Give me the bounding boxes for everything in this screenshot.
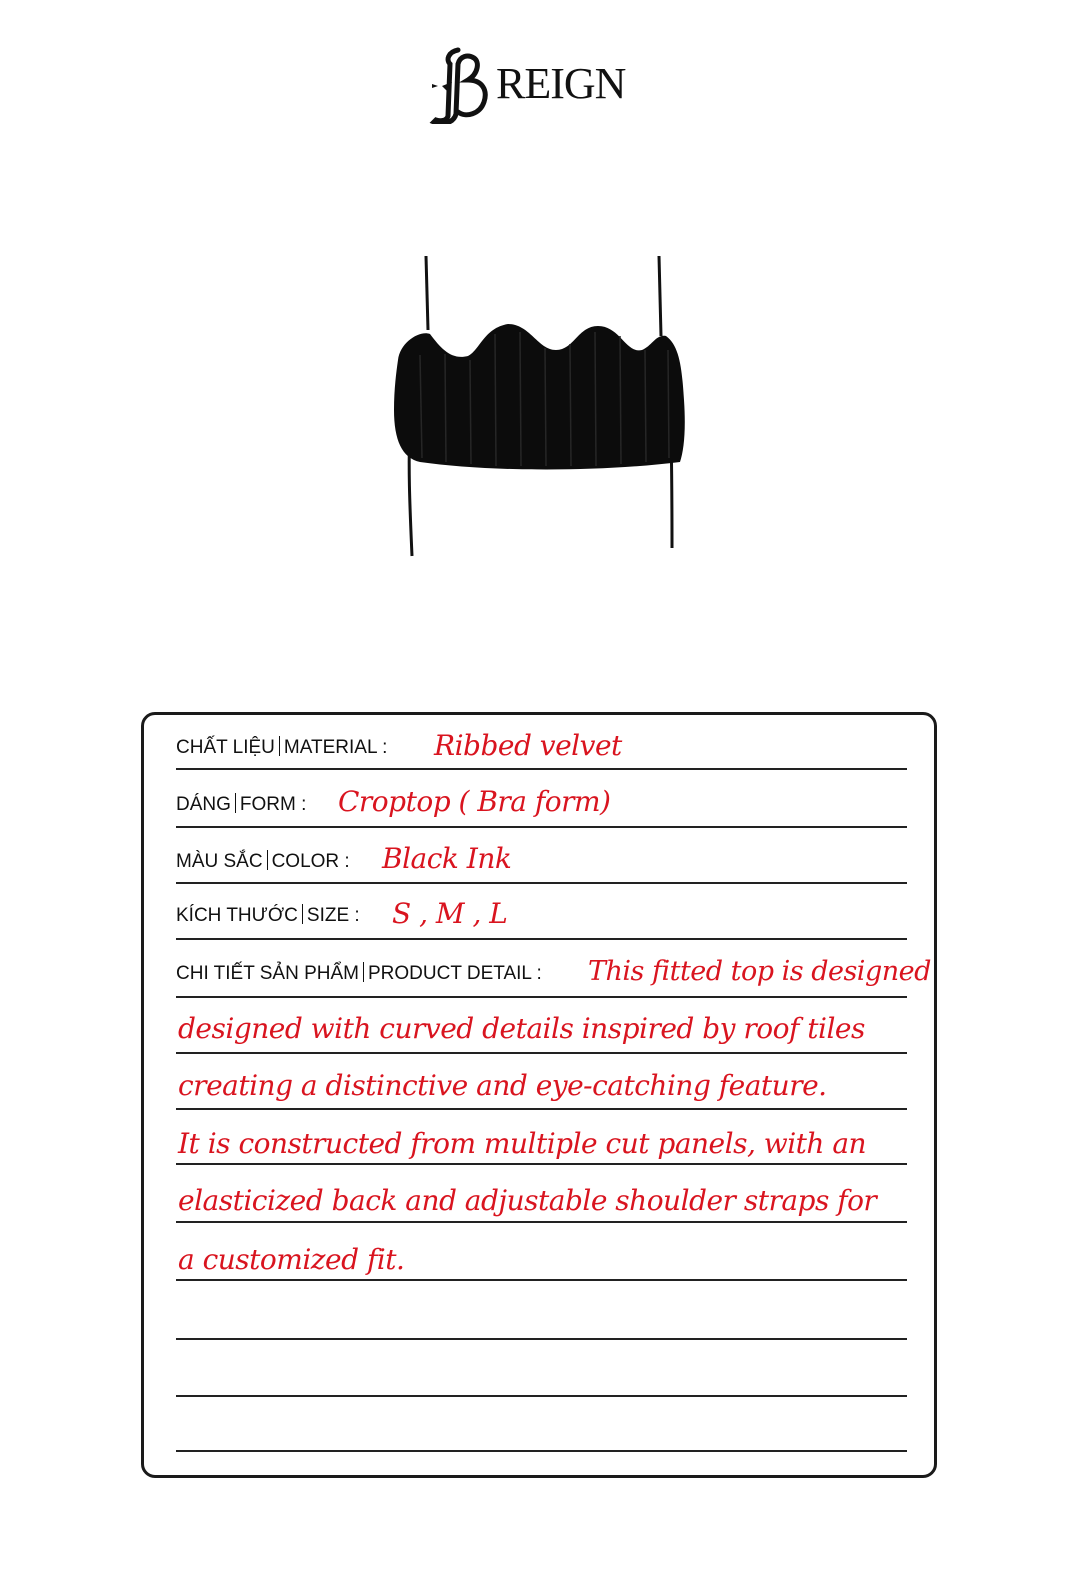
ruled-line (176, 1450, 907, 1452)
brand-logo (428, 46, 658, 124)
detail-line: creating a distinctive and eye-catching feature. (178, 1069, 827, 1102)
form-label: DÁNG FORM : (176, 794, 307, 815)
size-label: KÍCH THƯỚC SIZE : (176, 905, 360, 926)
detail-line: a customized fit. (178, 1243, 405, 1276)
size-value: S , M , L (392, 897, 508, 930)
detail-line: designed with curved details inspired by roof tiles (178, 1012, 865, 1045)
detail-line: elasticized back and adjustable shoulder straps for (178, 1184, 877, 1217)
ruled-line (176, 1338, 907, 1340)
black-crop-top-image (380, 250, 700, 570)
color-label: MÀU SẮC COLOR : (176, 851, 350, 872)
ruled-line (176, 1395, 907, 1397)
detail-label: CHI TIẾT SẢN PHẨM PRODUCT DETAIL : (176, 963, 542, 984)
detail-line: It is constructed from multiple cut panels, with an (178, 1127, 867, 1160)
ruled-line (176, 1052, 907, 1054)
material-value: Ribbed velvet (434, 729, 622, 762)
ruled-line (176, 996, 907, 998)
ruled-line (176, 1108, 907, 1110)
ruled-line (176, 938, 907, 940)
reign-b-monogram-icon (428, 46, 494, 124)
brand-name: REIGN (496, 59, 626, 108)
color-value: Black Ink (382, 842, 512, 875)
ruled-line (176, 882, 907, 884)
ruled-line (176, 1221, 907, 1223)
form-value: Croptop ( Bra form) (338, 785, 611, 818)
ruled-line (176, 1279, 907, 1281)
detail-line: This fitted top is designed (588, 956, 931, 987)
material-label: CHẤT LIỆU MATERIAL : (176, 737, 388, 758)
ruled-line (176, 1163, 907, 1165)
ruled-line (176, 768, 907, 770)
ruled-line (176, 826, 907, 828)
